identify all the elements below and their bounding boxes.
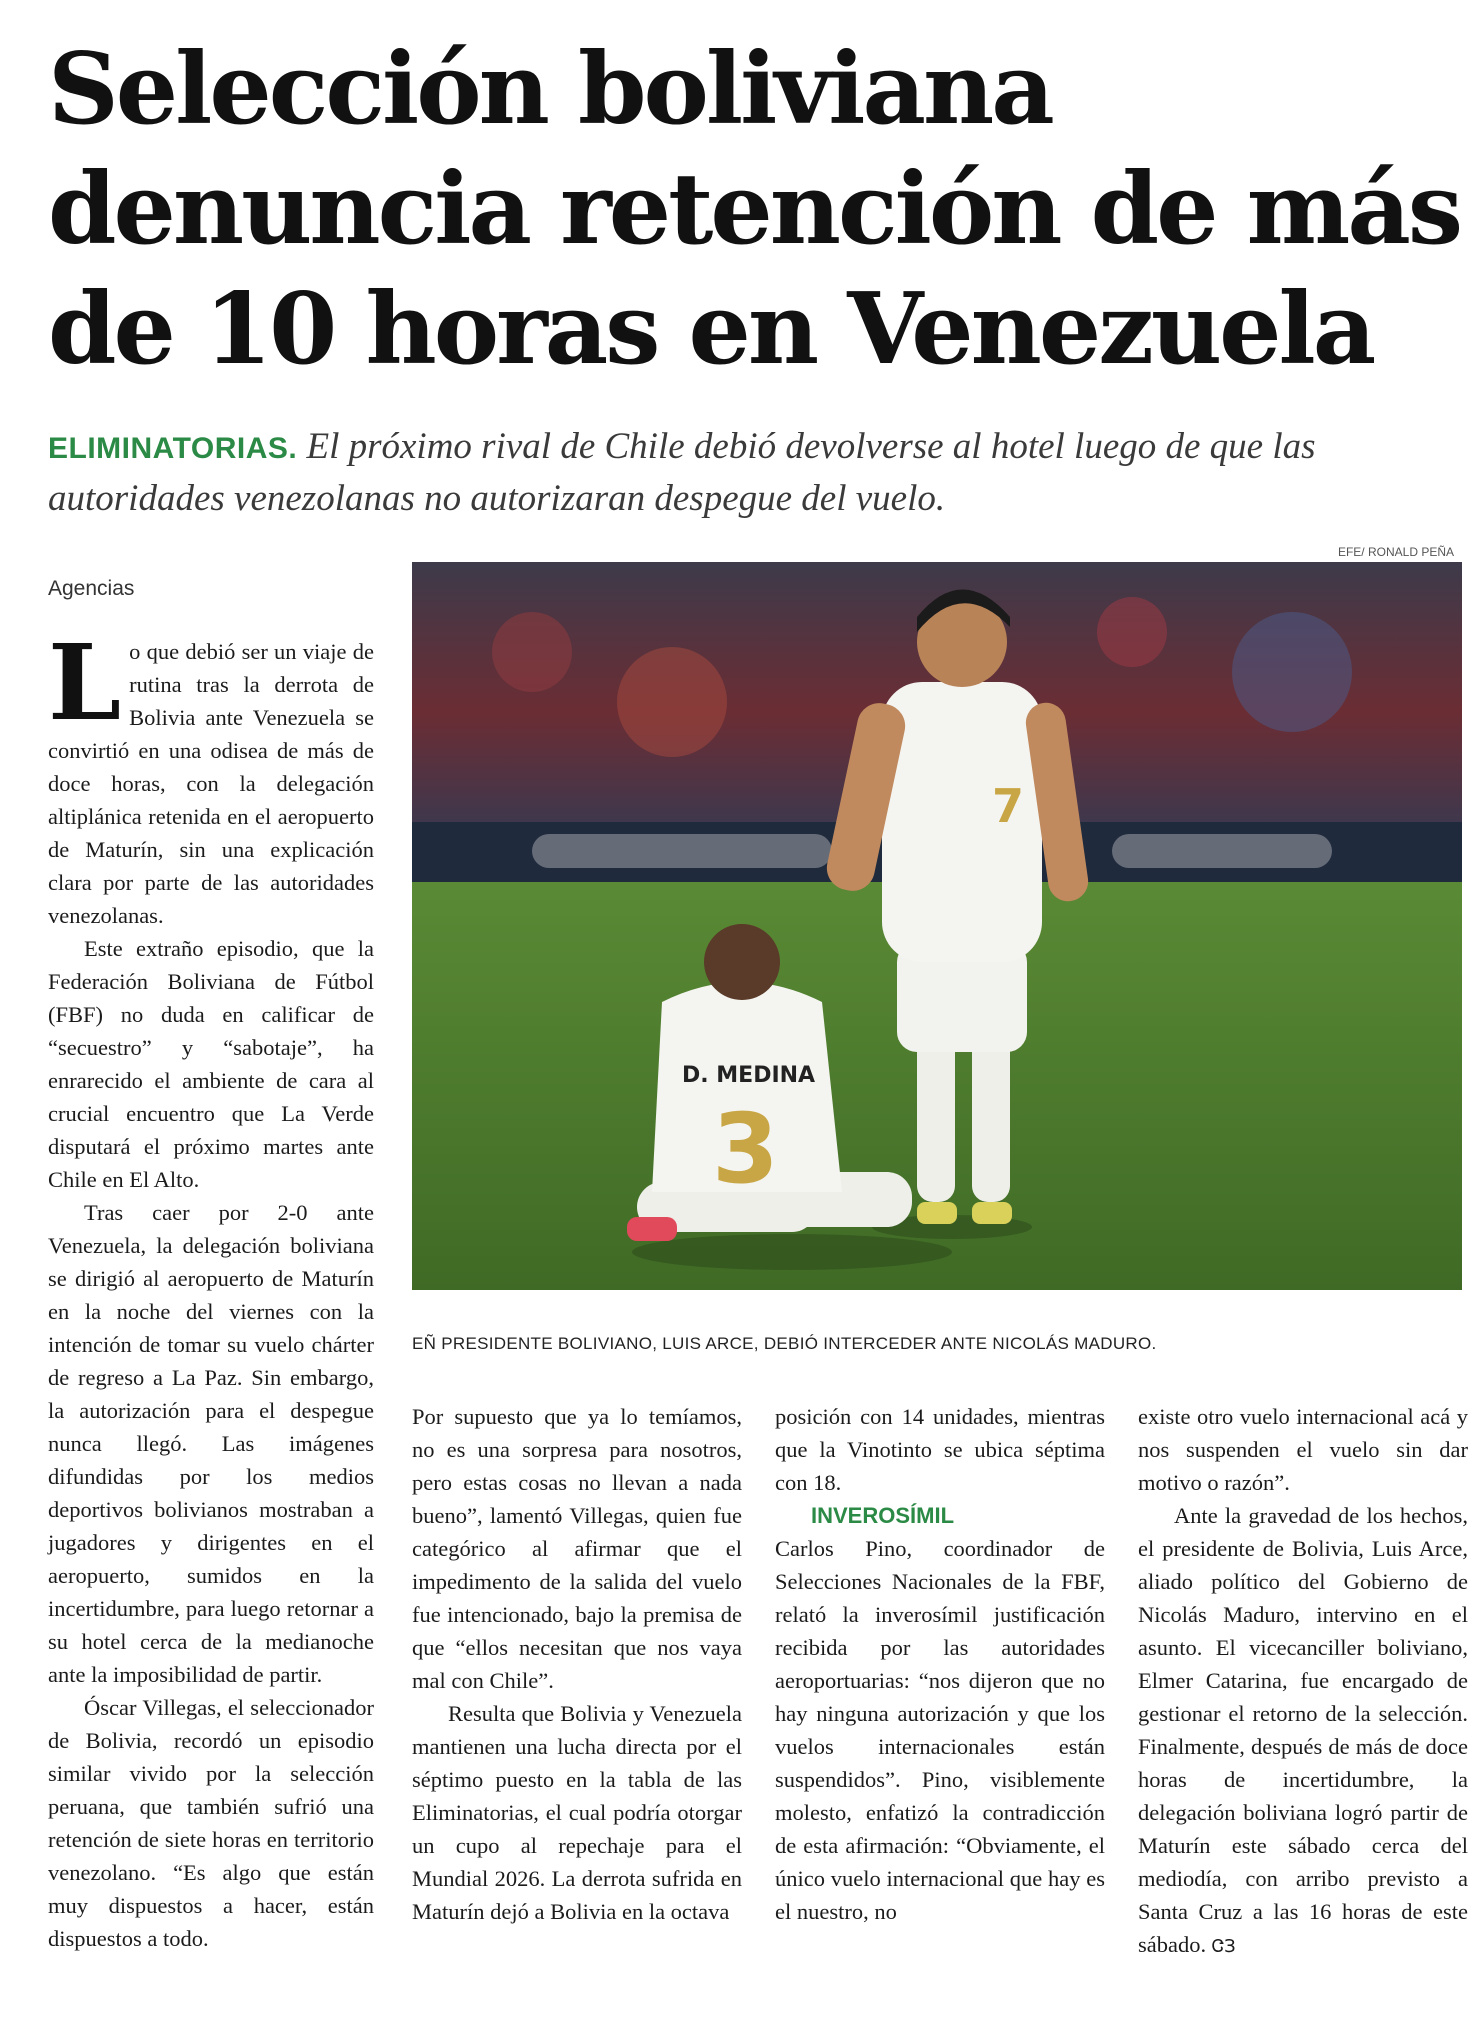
byline: Agencias [48, 577, 135, 600]
sitting-jersey-number: 3 [712, 1093, 779, 1205]
paragraph-text: o que debió ser un viaje de rutina tras la derrota de Bolivia ante Venezuela se convirtió en una odisea de más de doce horas, con la delegación altiplánica retenida en el aeropuerto de Maturín, sin una explicación clara por parte de las autoridades venezolanas. [48, 639, 374, 928]
article-paragraph-5: Por supuesto que ya lo temíamos, no es una sorpresa para nosotros, pero estas cosas no llevan a nada bueno”, lamentó Villegas, quien fue categórico al afirmar que el impedimento de la salida del vuelo fue intencionado, bajo la premisa de que “ellos necesitan que nos vaya mal con Chile”. [412, 1404, 742, 1693]
article-column-1 [48, 572, 374, 1955]
headline-line-2: denuncia retención de más [48, 152, 1460, 267]
article-paragraph-9: existe otro vuelo internacional acá y nos suspenden el vuelo sin dar motivo o razón”. [1138, 1404, 1468, 1495]
article-paragraph-7: posición con 14 unidades, mientras que la Vinotinto se ubica séptima con 18. [775, 1404, 1105, 1495]
article-paragraph-6: Resulta que Bolivia y Venezuela mantienen una lucha directa por el séptimo puesto en la tabla de las Eliminatorias, el cual podría otorgar un cupo al repechaje para el Mundial 2026. La derrota sufrida en Maturín dejó a Bolivia en la octava [412, 1701, 742, 1924]
players-illustration [412, 562, 1462, 1290]
end-mark: ᏣЗ [1211, 1936, 1236, 1957]
article-paragraph-1 [48, 621, 374, 932]
deck-text: El próximo rival de Chile debió devolverse al hotel luego de que las autoridades venezolanas no autorizaran despegue del vuelo. [48, 426, 1316, 519]
news-photo [412, 562, 1462, 1290]
article-column-4 [1138, 1400, 1468, 1963]
photo-credit: EFE/ RONALD PEÑA [1337, 545, 1454, 559]
article-column-3 [775, 1400, 1105, 1928]
article-paragraph-8: Carlos Pino, coordinador de Selecciones Nacionales de la FBF, relató la inverosímil justificación recibida por las autoridades aeroportuarias: “nos dijeron que no hay ninguna autorización y que los vuelos internacionales están suspendidos”. Pino, visiblemente molesto, enfatizó la contradicción de esta afirmación: “Obviamente, el único vuelo internacional que hay es el nuestro, no [775, 1536, 1105, 1924]
article-paragraph-2: Este extraño episodio, que la Federación Boliviana de Fútbol (FBF) no duda en calificar de “secuestro” y “sabotaje”, ha enrarecido el ambiente de cara al crucial encuentro que La Verde disputará el próximo martes ante Chile en El Alto. [48, 936, 374, 1192]
article-paragraph-3: Tras caer por 2-0 ante Venezuela, la delegación boliviana se dirigió al aeropuerto de Maturín en la noche del viernes con la intención de tomar su vuelo chárter de regreso a La Paz. Sin embargo, la autorización para el despegue nunca llegó. Las imágenes difundidas por los medios deportivos bolivianos mostraban a jugadores y dirigentes en el aeropuerto, sumidos en la incertidumbre, para luego retornar a su hotel cerca de la medianoche ante la imposibilidad de partir. [48, 1200, 374, 1687]
subhead: INVEROSÍMIL [811, 1503, 955, 1528]
deck [48, 422, 1448, 524]
headline-line-3: de 10 horas en Venezuela [48, 272, 1374, 387]
article-paragraph-10 [1138, 1499, 1468, 1963]
deck-kicker: ELIMINATORIAS. [48, 432, 298, 465]
drop-cap: L [48, 621, 122, 744]
article-column-2 [412, 1400, 742, 1928]
paragraph-text: Ante la gravedad de los hechos, el presidente de Bolivia, Luis Arce, aliado político del Gobierno de Nicolás Maduro, intervino en el asunto. El vicecanciller boliviano, Elmer Catarina, fue encargado de gestionar el retorno de la selección. Finalmente, después de más de doce horas de incertidumbre, la delegación boliviana logró partir de Maturín este sábado cerca del mediodía, con arribo previsto a Santa Cruz a las 16 horas de este sábado. [1138, 1503, 1468, 1957]
headline-line-1: Selección boliviana [48, 32, 1052, 147]
standing-jersey-number: 7 [992, 779, 1025, 833]
headline [48, 30, 1460, 390]
photo-caption: EÑ PRESIDENTE BOLIVIANO, LUIS ARCE, DEBIÓ INTERCEDER ANTE NICOLÁS MADURO. [412, 1334, 1157, 1353]
sitting-jersey-name: D. MEDINA [682, 1063, 816, 1088]
article-paragraph-4: Óscar Villegas, el seleccionador de Bolivia, recordó un episodio similar vivido por la selección peruana, que también sufrió una retención de siete horas en territorio venezolano. “Es algo que están muy dispuestos a hacer, están dispuestos a todo. [48, 1695, 374, 1951]
